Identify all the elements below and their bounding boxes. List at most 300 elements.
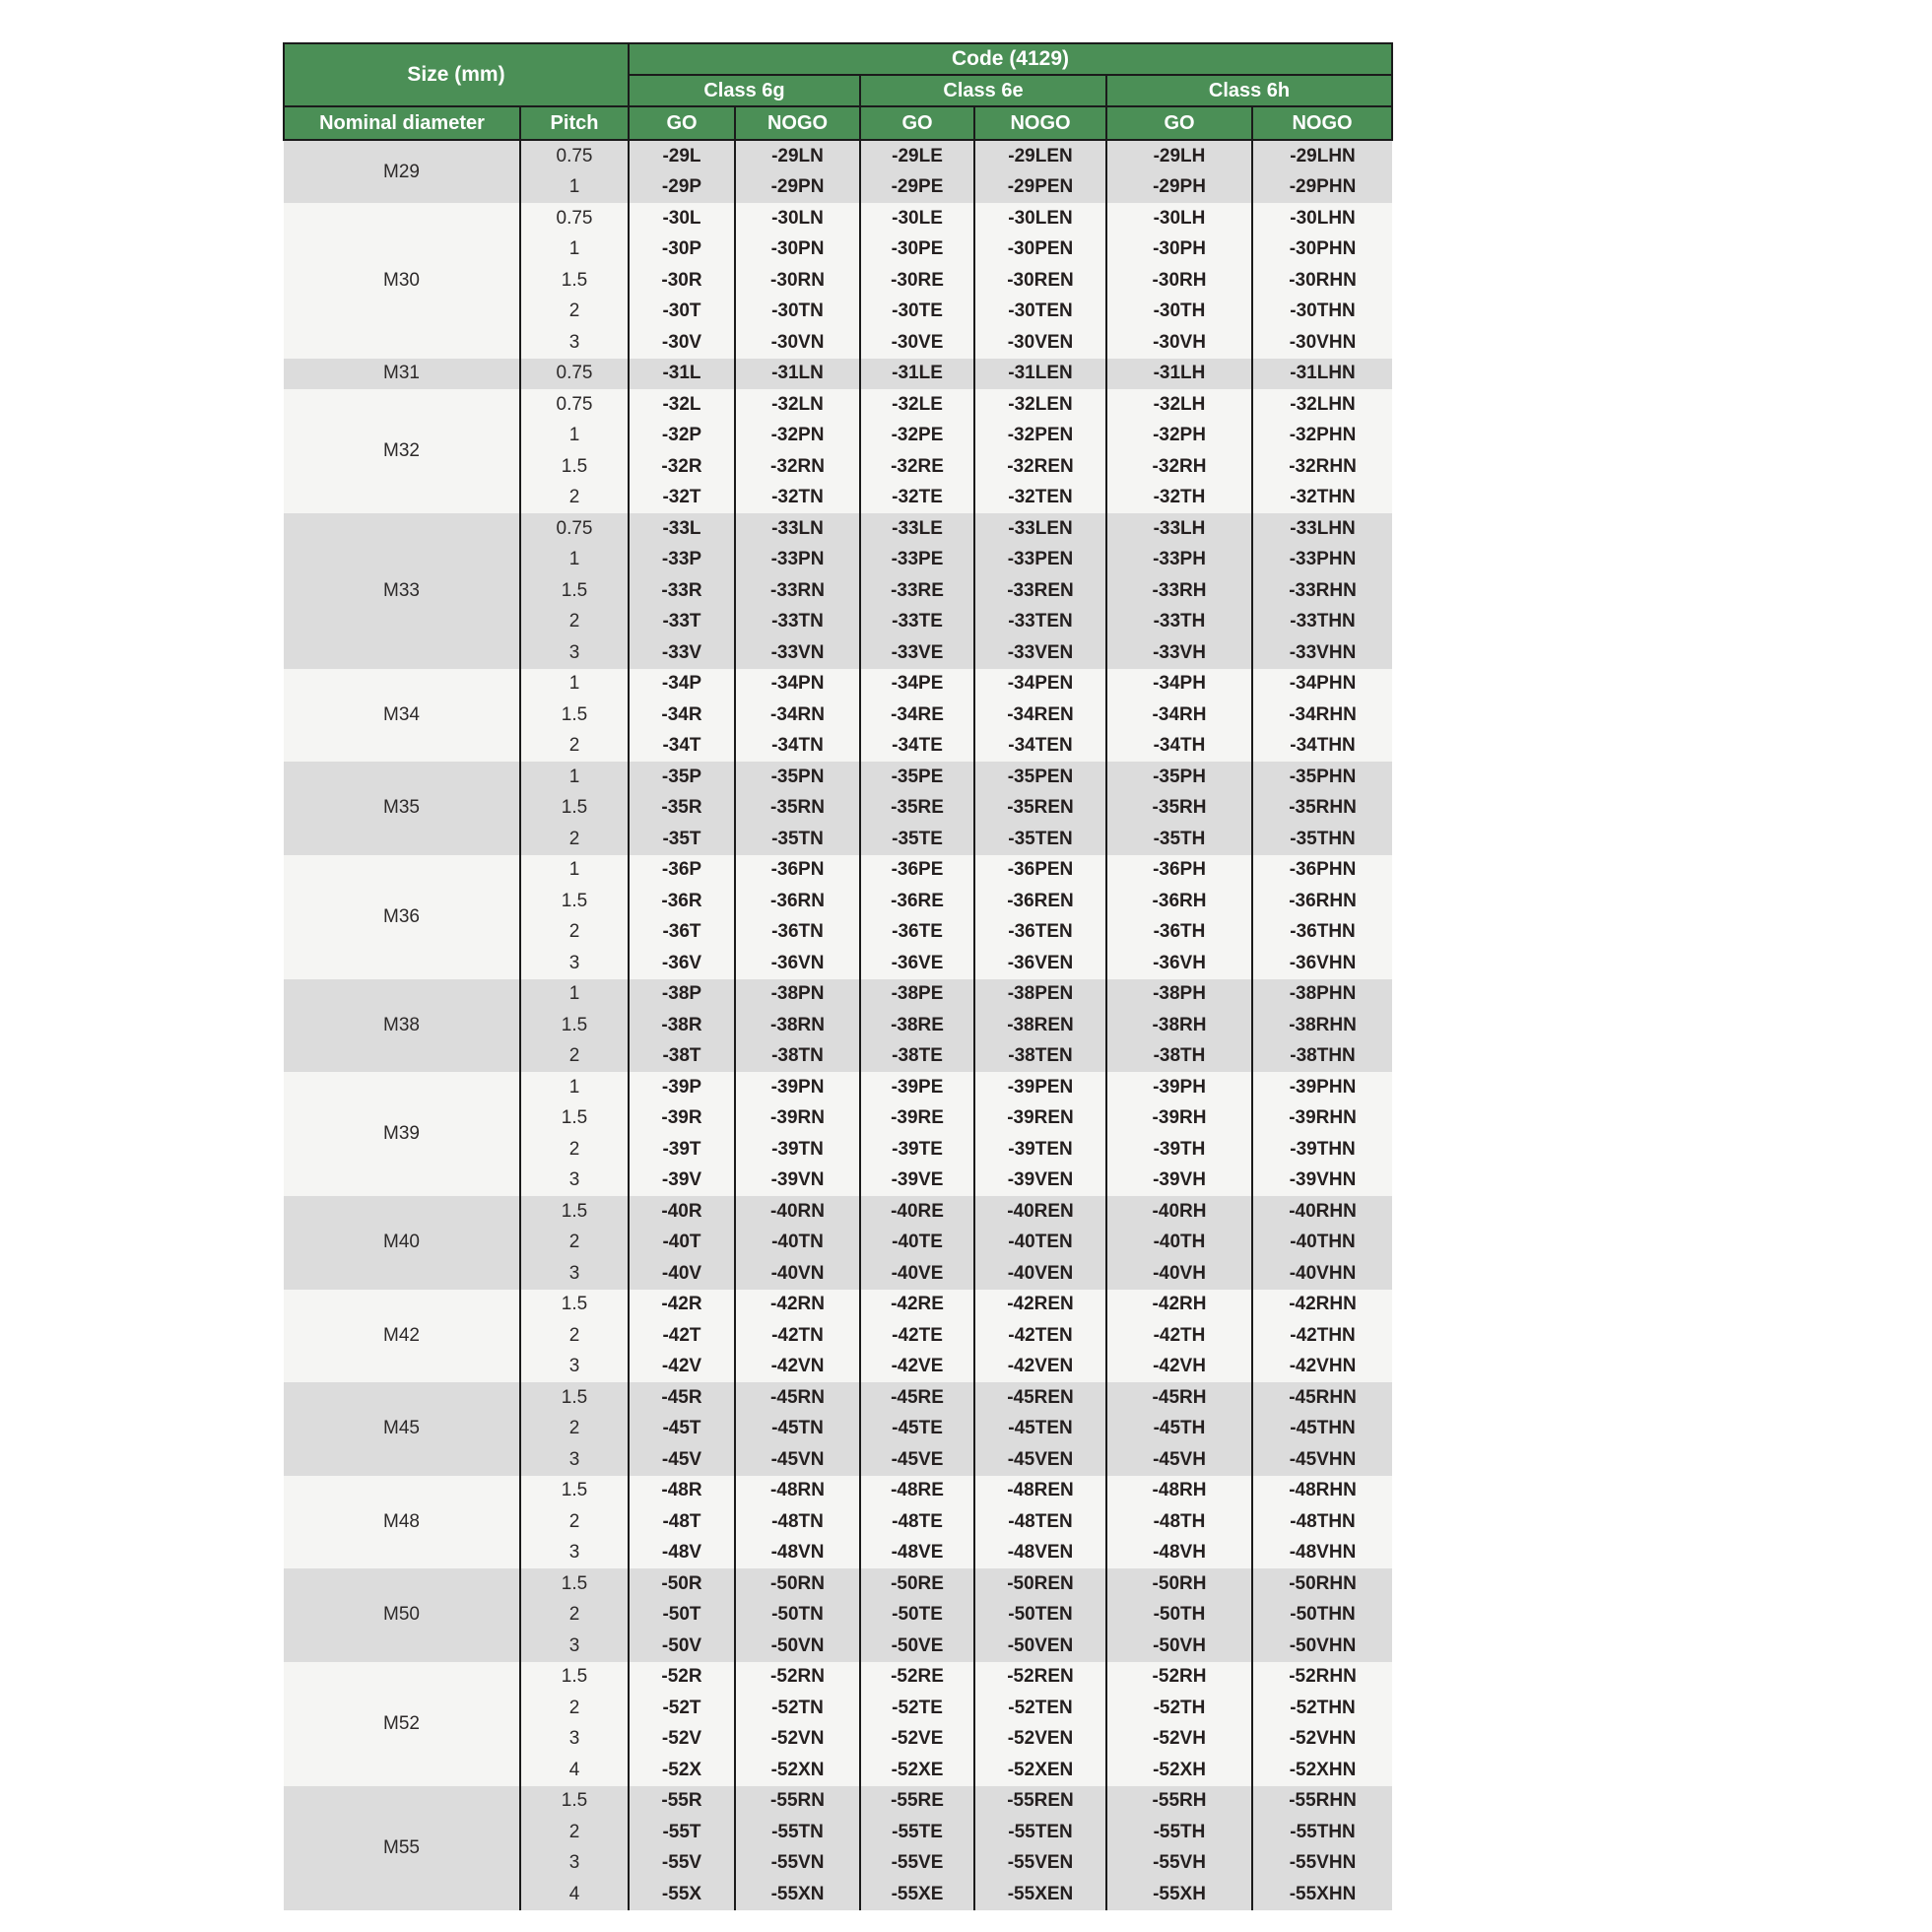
code-cell: -32THN [1252, 483, 1392, 514]
size-cell: M35 [284, 762, 520, 855]
code-cell: -39V [629, 1166, 735, 1197]
pitch-cell: 2 [520, 1506, 629, 1538]
code-cell: -38T [629, 1041, 735, 1073]
code-cell: -36RH [1106, 886, 1252, 917]
code-cell: -32RN [735, 451, 860, 483]
pitch-cell: 1 [520, 762, 629, 793]
code-cell: -39T [629, 1134, 735, 1166]
code-cell: -30TH [1106, 297, 1252, 328]
code-cell: -42TEN [974, 1320, 1106, 1352]
table-row [284, 203, 1392, 234]
code-cell: -30REN [974, 265, 1106, 297]
code-cell: -38R [629, 1010, 735, 1041]
code-cell: -39PEN [974, 1072, 1106, 1103]
code-cell: -38PH [1106, 979, 1252, 1011]
code-cell: -45VEN [974, 1444, 1106, 1476]
class-6h-header: Class 6h [1106, 75, 1392, 106]
code-cell: -35TEN [974, 824, 1106, 855]
code-cell: -42TE [860, 1320, 974, 1352]
pitch-cell: 0.75 [520, 513, 629, 545]
code-cell: -39REN [974, 1103, 1106, 1135]
pitch-cell: 1 [520, 234, 629, 266]
code-cell: -32REN [974, 451, 1106, 483]
code-cell: -33LEN [974, 513, 1106, 545]
code-cell: -30PE [860, 234, 974, 266]
code-cell: -30RN [735, 265, 860, 297]
pitch-cell: 0.75 [520, 359, 629, 390]
pitch-cell: 1 [520, 669, 629, 700]
code-cell: -45TN [735, 1414, 860, 1445]
code-cell: -32PHN [1252, 421, 1392, 452]
code-cell: -38THN [1252, 1041, 1392, 1073]
code-cell: -52VE [860, 1724, 974, 1756]
pitch-cell: 4 [520, 1879, 629, 1910]
code-cell: -33RN [735, 575, 860, 607]
code-cell: -45RHN [1252, 1382, 1392, 1414]
pitch-cell: 1.5 [520, 1290, 629, 1321]
table-row [284, 855, 1392, 887]
code-cell: -35RH [1106, 793, 1252, 825]
code-cell: -55TH [1106, 1817, 1252, 1848]
code-cell: -38REN [974, 1010, 1106, 1041]
pitch-cell: 1.5 [520, 1196, 629, 1228]
code-cell: -38PHN [1252, 979, 1392, 1011]
code-cell: -40RE [860, 1196, 974, 1228]
code-cell: -50VEN [974, 1631, 1106, 1662]
code-cell: -33L [629, 513, 735, 545]
code-cell: -33PE [860, 545, 974, 576]
code-cell: -52THN [1252, 1693, 1392, 1724]
code-cell: -33VN [735, 637, 860, 669]
pitch-cell: 1.5 [520, 1568, 629, 1600]
code-cell: -55VHN [1252, 1848, 1392, 1880]
code-cell: -30R [629, 265, 735, 297]
pitch-cell: 1.5 [520, 1476, 629, 1507]
table-row [284, 1786, 1392, 1818]
pitch-cell: 2 [520, 1228, 629, 1259]
code-cell: -42THN [1252, 1320, 1392, 1352]
code-cell: -30VHN [1252, 327, 1392, 359]
pitch-cell: 3 [520, 1538, 629, 1569]
code-cell: -30LH [1106, 203, 1252, 234]
code-cell: -50TEN [974, 1600, 1106, 1632]
code-cell: -50RHN [1252, 1568, 1392, 1600]
code-cell: -30VE [860, 327, 974, 359]
pitch-cell: 1.5 [520, 793, 629, 825]
size-cell: M38 [284, 979, 520, 1073]
pitch-cell: 2 [520, 731, 629, 763]
code-cell: -33TEN [974, 607, 1106, 638]
code-cell: -50T [629, 1600, 735, 1632]
code-cell: -30VN [735, 327, 860, 359]
code-cell: -36RHN [1252, 886, 1392, 917]
code-cell: -35RE [860, 793, 974, 825]
code-cell: -52R [629, 1662, 735, 1694]
code-cell: -55TE [860, 1817, 974, 1848]
code-cell: -40V [629, 1258, 735, 1290]
code-cell: -34PH [1106, 669, 1252, 700]
code-cell: -40RN [735, 1196, 860, 1228]
size-cell: M52 [284, 1662, 520, 1786]
pitch-cell: 3 [520, 327, 629, 359]
code-cell: -29LEN [974, 140, 1106, 172]
code-cell: -36RN [735, 886, 860, 917]
code-cell: -34PEN [974, 669, 1106, 700]
code-cell: -35THN [1252, 824, 1392, 855]
code-cell: -36VEN [974, 948, 1106, 979]
code-cell: -52V [629, 1724, 735, 1756]
code-cell: -36TEN [974, 917, 1106, 949]
size-cell: M30 [284, 203, 520, 359]
code-cell: -30TE [860, 297, 974, 328]
code-cell: -40VHN [1252, 1258, 1392, 1290]
code-cell: -30VEN [974, 327, 1106, 359]
table-row [284, 1662, 1392, 1694]
code-cell: -32TE [860, 483, 974, 514]
code-cell: -30PEN [974, 234, 1106, 266]
code-cell: -38TEN [974, 1041, 1106, 1073]
pitch-cell: 1.5 [520, 575, 629, 607]
code-cell: -35RN [735, 793, 860, 825]
pitch-cell: 3 [520, 1258, 629, 1290]
code-cell: -52RH [1106, 1662, 1252, 1694]
code-cell: -36PH [1106, 855, 1252, 887]
code-cell: -52TE [860, 1693, 974, 1724]
code-cell: -38TH [1106, 1041, 1252, 1073]
code-cell: -34TH [1106, 731, 1252, 763]
code-cell: -55RE [860, 1786, 974, 1818]
code-cell: -52RHN [1252, 1662, 1392, 1694]
code-cell: -33TH [1106, 607, 1252, 638]
code-cell: -39RHN [1252, 1103, 1392, 1135]
code-cell: -34TEN [974, 731, 1106, 763]
code-cell: -40VE [860, 1258, 974, 1290]
header-row-titles [284, 43, 1392, 75]
code-cell: -55X [629, 1879, 735, 1910]
code-cell: -45TEN [974, 1414, 1106, 1445]
code-cell: -45T [629, 1414, 735, 1445]
pitch-cell: 0.75 [520, 140, 629, 172]
code-cell: -39VN [735, 1166, 860, 1197]
go-header-6g: GO [629, 106, 735, 140]
code-cell: -42VE [860, 1352, 974, 1383]
code-cell: -31LH [1106, 359, 1252, 390]
code-cell: -55VE [860, 1848, 974, 1880]
code-cell: -38PEN [974, 979, 1106, 1011]
code-cell: -45R [629, 1382, 735, 1414]
pitch-cell: 1 [520, 855, 629, 887]
code-cell: -52XE [860, 1755, 974, 1786]
code-cell: -38TN [735, 1041, 860, 1073]
code-cell: -48R [629, 1476, 735, 1507]
code-cell: -38PE [860, 979, 974, 1011]
pitch-cell: 1.5 [520, 886, 629, 917]
code-cell: -34R [629, 700, 735, 731]
code-cell: -48T [629, 1506, 735, 1538]
code-cell: -52VHN [1252, 1724, 1392, 1756]
pitch-cell: 2 [520, 483, 629, 514]
table-row [284, 979, 1392, 1011]
code-cell: -42VH [1106, 1352, 1252, 1383]
code-cell: -34RH [1106, 700, 1252, 731]
code-cell: -55RN [735, 1786, 860, 1818]
code-cell: -34RHN [1252, 700, 1392, 731]
code-cell: -42RE [860, 1290, 974, 1321]
size-cell: M32 [284, 389, 520, 513]
code-cell: -36PHN [1252, 855, 1392, 887]
code-cell: -32PEN [974, 421, 1106, 452]
code-cell: -39P [629, 1072, 735, 1103]
code-cell: -29PHN [1252, 172, 1392, 204]
size-cell: M36 [284, 855, 520, 979]
code-cell: -42RN [735, 1290, 860, 1321]
pitch-cell: 1.5 [520, 1010, 629, 1041]
table-row [284, 1290, 1392, 1321]
code-cell: -36VE [860, 948, 974, 979]
code-cell: -52XHN [1252, 1755, 1392, 1786]
code-cell: -40VH [1106, 1258, 1252, 1290]
pitch-cell: 1.5 [520, 1786, 629, 1818]
code-cell: -36TH [1106, 917, 1252, 949]
code-cell: -31LEN [974, 359, 1106, 390]
code-cell: -52RE [860, 1662, 974, 1694]
pitch-cell: 1.5 [520, 700, 629, 731]
code-cell: -40T [629, 1228, 735, 1259]
code-cell: -38P [629, 979, 735, 1011]
go-header-6h: GO [1106, 106, 1252, 140]
code-cell: -48TN [735, 1506, 860, 1538]
code-cell: -39THN [1252, 1134, 1392, 1166]
code-cell: -39VH [1106, 1166, 1252, 1197]
code-cell: -50TH [1106, 1600, 1252, 1632]
code-cell: -45RE [860, 1382, 974, 1414]
size-cell: M31 [284, 359, 520, 390]
code-cell: -36RE [860, 886, 974, 917]
table-row [284, 1476, 1392, 1507]
code-cell: -55V [629, 1848, 735, 1880]
code-cell: -32LE [860, 389, 974, 421]
code-cell: -30LHN [1252, 203, 1392, 234]
code-cell: -35R [629, 793, 735, 825]
code-cell: -52RN [735, 1662, 860, 1694]
pitch-cell: 3 [520, 948, 629, 979]
code-cell: -29L [629, 140, 735, 172]
code-cell: -33LHN [1252, 513, 1392, 545]
table-row [284, 1196, 1392, 1228]
code-cell: -48RE [860, 1476, 974, 1507]
code-cell: -40TN [735, 1228, 860, 1259]
code-cell: -42RH [1106, 1290, 1252, 1321]
code-cell: -52VH [1106, 1724, 1252, 1756]
code-cell: -35P [629, 762, 735, 793]
code-cell: -33THN [1252, 607, 1392, 638]
code-cell: -50THN [1252, 1600, 1392, 1632]
code-cell: -55XHN [1252, 1879, 1392, 1910]
code-cell: -40TE [860, 1228, 974, 1259]
code-cell: -36VH [1106, 948, 1252, 979]
code-cell: -55XEN [974, 1879, 1106, 1910]
code-cell: -32RH [1106, 451, 1252, 483]
table-row [284, 762, 1392, 793]
table-row [284, 513, 1392, 545]
code-cell: -35TH [1106, 824, 1252, 855]
code-cell: -52XH [1106, 1755, 1252, 1786]
code-cell: -45REN [974, 1382, 1106, 1414]
pitch-cell: 1 [520, 421, 629, 452]
code-cell: -29LN [735, 140, 860, 172]
code-cell: -55T [629, 1817, 735, 1848]
code-cell: -35PN [735, 762, 860, 793]
code-cell: -32TEN [974, 483, 1106, 514]
code-cell: -32LH [1106, 389, 1252, 421]
code-cell: -34TN [735, 731, 860, 763]
code-cell: -32TN [735, 483, 860, 514]
code-cell: -42REN [974, 1290, 1106, 1321]
size-cell: M29 [284, 140, 520, 203]
code-cell: -29LHN [1252, 140, 1392, 172]
size-cell: M45 [284, 1382, 520, 1476]
code-cell: -39VEN [974, 1166, 1106, 1197]
code-cell: -36PEN [974, 855, 1106, 887]
code-cell: -29PH [1106, 172, 1252, 204]
pitch-cell: 2 [520, 917, 629, 949]
code-cell: -42TH [1106, 1320, 1252, 1352]
table-row [284, 1072, 1392, 1103]
code-cell: -35REN [974, 793, 1106, 825]
pitch-cell: 1 [520, 979, 629, 1011]
code-cell: -30RHN [1252, 265, 1392, 297]
code-cell: -30RE [860, 265, 974, 297]
pitch-cell: 4 [520, 1755, 629, 1786]
code-cell: -45VHN [1252, 1444, 1392, 1476]
code-cell: -33PHN [1252, 545, 1392, 576]
code-cell: -39TN [735, 1134, 860, 1166]
code-cell: -50VH [1106, 1631, 1252, 1662]
code-cell: -33TN [735, 607, 860, 638]
code-cell: -32RHN [1252, 451, 1392, 483]
nominal-diameter-header: Nominal diameter [284, 106, 520, 140]
pitch-header: Pitch [520, 106, 629, 140]
code-cell: -33PEN [974, 545, 1106, 576]
code-cell: -35PEN [974, 762, 1106, 793]
pitch-cell: 2 [520, 297, 629, 328]
size-header: Size (mm) [284, 43, 629, 106]
code-cell: -45RN [735, 1382, 860, 1414]
size-cell: M42 [284, 1290, 520, 1383]
code-cell: -39RN [735, 1103, 860, 1135]
code-cell: -29PE [860, 172, 974, 204]
code-cell: -40TH [1106, 1228, 1252, 1259]
pitch-cell: 2 [520, 824, 629, 855]
code-cell: -36PE [860, 855, 974, 887]
pitch-cell: 1 [520, 172, 629, 204]
code-cell: -45RH [1106, 1382, 1252, 1414]
code-cell: -36THN [1252, 917, 1392, 949]
code-cell: -36VHN [1252, 948, 1392, 979]
code-cell: -50VN [735, 1631, 860, 1662]
table-row [284, 1382, 1392, 1414]
code-cell: -32P [629, 421, 735, 452]
code-cell: -50R [629, 1568, 735, 1600]
nogo-header-6e: NOGO [974, 106, 1106, 140]
code-cell: -32TH [1106, 483, 1252, 514]
code-cell: -34T [629, 731, 735, 763]
header-row-columns [284, 106, 1392, 140]
code-cell: -40TEN [974, 1228, 1106, 1259]
code-cell: -52XEN [974, 1755, 1106, 1786]
code-cell: -33RH [1106, 575, 1252, 607]
code-cell: -52VEN [974, 1724, 1106, 1756]
code-cell: -30LEN [974, 203, 1106, 234]
code-cell: -38RH [1106, 1010, 1252, 1041]
code-cell: -39VHN [1252, 1166, 1392, 1197]
code-cell: -29PN [735, 172, 860, 204]
code-cell: -30LE [860, 203, 974, 234]
code-cell: -36T [629, 917, 735, 949]
code-cell: -38TE [860, 1041, 974, 1073]
code-cell: -29PEN [974, 172, 1106, 204]
code-cell: -50TN [735, 1600, 860, 1632]
code-cell: -48THN [1252, 1506, 1392, 1538]
pitch-cell: 2 [520, 1693, 629, 1724]
code-cell: -55REN [974, 1786, 1106, 1818]
code-cell: -35PHN [1252, 762, 1392, 793]
code-cell: -40RHN [1252, 1196, 1392, 1228]
code-cell: -42R [629, 1290, 735, 1321]
size-cell: M39 [284, 1072, 520, 1196]
code-cell: -52T [629, 1693, 735, 1724]
pitch-cell: 1.5 [520, 265, 629, 297]
code-cell: -39PHN [1252, 1072, 1392, 1103]
code-cell: -31LHN [1252, 359, 1392, 390]
pitch-cell: 3 [520, 1444, 629, 1476]
code-cell: -38RN [735, 1010, 860, 1041]
code-cell: -40R [629, 1196, 735, 1228]
code-cell: -36P [629, 855, 735, 887]
code-cell: -30THN [1252, 297, 1392, 328]
go-header-6e: GO [860, 106, 974, 140]
pitch-cell: 3 [520, 1352, 629, 1383]
code-cell: -30PN [735, 234, 860, 266]
code-cell: -39R [629, 1103, 735, 1135]
code-cell: -34PE [860, 669, 974, 700]
code-cell: -50RN [735, 1568, 860, 1600]
pitch-cell: 0.75 [520, 203, 629, 234]
code-cell: -35PE [860, 762, 974, 793]
code-cell: -39TH [1106, 1134, 1252, 1166]
code-cell: -30LN [735, 203, 860, 234]
code-cell: -39PH [1106, 1072, 1252, 1103]
code-cell: -55XN [735, 1879, 860, 1910]
code-cell: -33VEN [974, 637, 1106, 669]
code-cell: -32RE [860, 451, 974, 483]
pitch-cell: 2 [520, 1320, 629, 1352]
code-cell: -33LN [735, 513, 860, 545]
code-cell: -55RHN [1252, 1786, 1392, 1818]
code-cell: -55RH [1106, 1786, 1252, 1818]
code-cell: -35T [629, 824, 735, 855]
size-cell: M48 [284, 1476, 520, 1569]
code-cell: -50RE [860, 1568, 974, 1600]
code-cell: -52TEN [974, 1693, 1106, 1724]
code-cell: -40REN [974, 1196, 1106, 1228]
nogo-header-6g: NOGO [735, 106, 860, 140]
code-cell: -31LN [735, 359, 860, 390]
code-cell: -35PH [1106, 762, 1252, 793]
code-cell: -32LN [735, 389, 860, 421]
code-cell: -32PH [1106, 421, 1252, 452]
code-cell: -33RE [860, 575, 974, 607]
